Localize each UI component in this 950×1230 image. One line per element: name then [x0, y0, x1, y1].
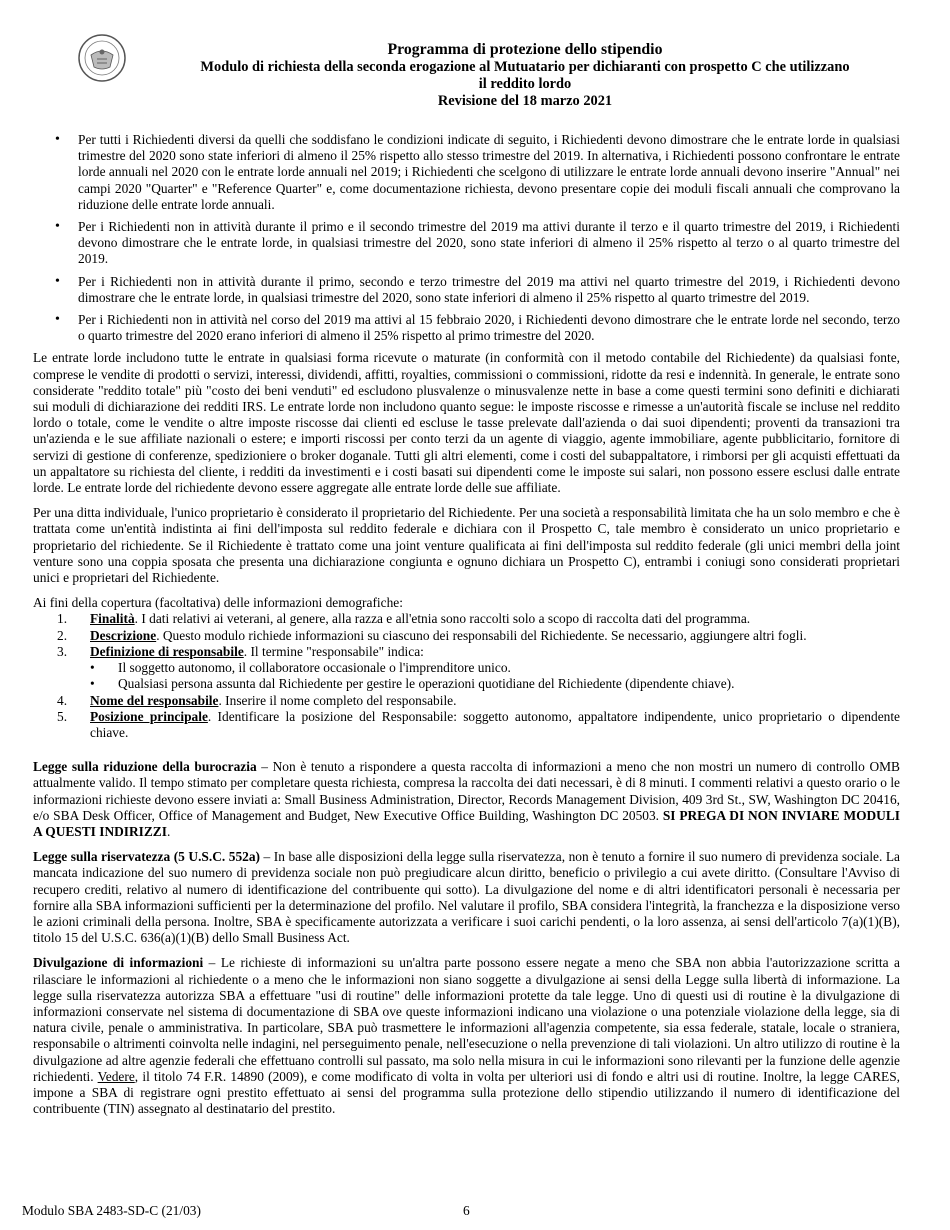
privacy-act-paragraph: Legge sulla riservatezza (5 U.S.C. 552a) – In base alle disposizioni della legge sulla riservatezza, non è tenuto a fornire il suo numero di previdenza sociale. La mancata indicazione del suo numero di previdenza sociale non può pregiudicare alcun diritto, beneficio o privilegio a cui avete diritto. (Consultare l'Avviso di recupero crediti, relativo al numero di identificazione del contribuente qui sotto). La divulgazione del nome e di altri identificatori personali è necessaria per fornire alla SBA informazioni sufficienti per la determinazione del profilo. Nel valutare il profilo, SBA considera l'integrità, la franchezza e la disposizione verso le azioni criminali della persona. Inoltre, SBA è specificamente autorizzata a verificare i suoi carichi pendenti, o la loro assenza, ai sensi dell'articolo 7(a)(1)(B), titolo 15 del U.S.C. 636(a)(1)(B) dello Small Business Act.	[33, 849, 901, 946]
sole-proprietor-paragraph: Per una ditta individuale, l'unico proprietario è considerato il proprietario del Richiedente. Per una società a responsabilità limitata che ha un solo membro e che è trattata come un'entità indistinta ai fini dell'imposta sul reddito federale e dichiara con il Prospetto C, tale membro è considerato un unico proprietario e proprietario del richiedente. Se il Richiedente è trattato come una joint venture qualificata ai fini dell'imposta sul reddito federale (gli unici membri della joint venture sono una coppia sposata che presenta una dichiarazione congiunta e ognuno dichiara un Prospetto C), entrambi i coniugi sono considerati proprietari unici e proprietari del Richiedente.	[33, 505, 900, 586]
form-subtitle-line2: il reddito lordo	[478, 76, 572, 92]
list-item: • Per i Richiedenti non in attività durante il primo e il secondo trimestre del 2019 ma attivi durante il terzo e il quarto trimestre del 2019, i Richiedenti devono dimostrare che le entrate lorde, in qualsiasi trimestre del 2020, sono state inferiori di almeno il 25% rispetto al terzo o al quarto trimestre del 2019.	[33, 219, 900, 268]
disclosure-title: Divulgazione di informazioni	[33, 955, 204, 971]
page-number: 6	[463, 1203, 470, 1218]
document-header	[130, 40, 920, 110]
page-title: Programma di protezione dello stipendio	[387, 41, 663, 58]
do-not-send-notice: SI PREGA DI NON INVIARE MODULI A QUESTI INDIRIZZI	[33, 807, 900, 839]
list-item: • Per i Richiedenti non in attività nel corso del 2019 ma attivi al 15 febbraio 2020, i Richiedenti devono dimostrare che le entrate lorde nel secondo, terzo o quarto trimestre del 2020 erano inferiori di almeno il 25% rispetto al primo trimestre del 2020.	[33, 312, 900, 344]
paperwork-title: Legge sulla riduzione della burocrazia	[33, 759, 257, 775]
list-item: • Per i Richiedenti non in attività durante il primo, secondo e terzo trimestre del 2019 ma attivi nel quarto trimestre del 2019, i Richiedenti devono dimostrare che le entrate lorde, in qualsiasi trimestre del 2020, sono state inferiori di almeno il 25% rispetto al quarto trimestre del 2019.	[33, 274, 900, 306]
privacy-title: Legge sulla riservatezza (5 U.S.C. 552a)	[33, 849, 261, 865]
list-item: 5. Posizione principale. Identificare la posizione del Responsabile: soggetto autonomo, appaltatore indipendente, unico proprietario o dipendente chiave.	[57, 708, 900, 740]
form-subtitle-line1: Modulo di richiesta della seconda erogazione al Mutuatario per dichiaranti con prospetto C che utilizzano	[200, 59, 850, 75]
list-item: 1. Finalità. I dati relativi ai veterani, al genere, alla razza e all'etnia sono raccolti solo a scopo di raccolta dati del programma.	[57, 611, 751, 627]
paperwork-reduction-paragraph: Legge sulla riduzione della burocrazia – Non è tenuto a rispondere a questa raccolta di informazioni a meno che non mostri un numero di controllo OMB attualmente valido. Il tempo stimato per completare questa richiesta, compresa la raccolta dei dati necessari, è di 8 minuti. I commenti relativi a questo orario o le informazioni richieste devono essere inviati a: Small Business Administration, Director, Records Management Division, 409 3rd St., SW, Washington DC 20416, e/o SBA Desk Officer, Office of Management and Budget, New Executive Office Building, Washington DC 20503. SI PREGA DI NON INVIARE MODULI A QUESTI INDIRIZZI.	[33, 759, 900, 839]
list-item: 4. Nome del responsabile. Inserire il nome completo del responsabile.	[57, 692, 457, 708]
sba-seal-logo	[77, 33, 127, 83]
document-body	[33, 132, 900, 1126]
eligibility-bullet-list	[33, 132, 900, 344]
form-identifier: Modulo SBA 2483-SD-C (21/03)	[22, 1203, 201, 1218]
list-item: • Per tutti i Richiedenti diversi da quelli che soddisfano le condizioni indicate di seguito, i Richiedenti devono dimostrare che le entrate lorde in qualsiasi trimestre del 2020 sono state inferiori di almeno il 25% rispetto allo stesso trimestre del 2019. In alternativa, i Richiedenti possono confrontare le entrate lorde annuali nel 2020 con le entrate lorde annuali nel 2019; i Richiedenti che scelgono di utilizzare le entrate lorde annuali devono inserire "Annual" nei campi 2020 "Quarter" e "Reference Quarter" e, come documentazione richiesta, devono presentare copie dei moduli fiscali annuali che comprovano la riduzione delle entrate lorde annuali.	[33, 132, 900, 213]
list-item: 2. Descrizione. Questo modulo richiede informazioni su ciascuno dei responsabili del Richiedente. Se necessario, aggiungere altri fogli.	[57, 627, 807, 643]
list-item: • Qualsiasi persona assunta dal Richiedente per gestire le operazioni quotidiane del Richiedente (dipendente chiave).	[33, 676, 900, 692]
demographics-list	[33, 611, 900, 741]
principal-definition-list	[90, 660, 900, 692]
demographics-intro: Ai fini della copertura (facoltativa) delle informazioni demografiche:	[33, 595, 403, 611]
disclosure-paragraph: Divulgazione di informazioni – Le richieste di informazioni su un'altra parte possono essere negate a meno che SBA non abbia l'autorizzazione scritta a rilasciare le informazioni al richiedente o a meno che le informazioni non siano soggette a divulgazione ai sensi della Legge sulla libertà di informazione. La legge sulla riservatezza autorizza SBA a effettuare "usi di routine" delle informazioni protette da tale legge. Uno di questi usi di routine è la divulgazione di informazioni conservate nel sistema di documentazione di SBA ove queste informazioni indicano una violazione o una potenziale violazione della legge, sia di natura civile, penale o amministrativa. In particolare, SBA può trasmettere le informazioni all'agenzia competente, sia essa federale, statale, locale o straniera, responsabile o altrimenti coinvolta nelle indagini, nel perseguimento penale, nell'esecuzione o nella prevenzione di tali violazioni. Un altro utilizzo di routine è la divulgazione ad altre agenzie federali che effettuano controlli sul passato, ma solo nella misura in cui le informazioni sono rilevanti per la funzione delle agenzie richiedenti. Vedere, il titolo 74 F.R. 14890 (2009), e come modificato di volta in volta per ulteriori usi di fondo e altri usi di routine. Inoltre, la legge CARES, impone a SBA di registrare ogni prestito effettuato ai sensi del programma sulla protezione dello stipendio utilizzando il numero di identificazione del contribuente (TIN) assegnato al destinatario del prestito.	[33, 955, 900, 1117]
gross-receipts-paragraph: Le entrate lorde includono tutte le entrate in qualsiasi forma ricevute o maturate (in conformità con il metodo contabile del Richiedente) da qualsiasi fonte, comprese le vendite di prodotti o servizi, interessi, dividendi, affitti, royalties, commissioni o commissioni, ridotte da resi e indennità. In generale, le entrate sono considerate "reddito totale" più "costo dei beni venduti" ed escludono plusvalenze o minusvalenze nette in base a come questi termini sono definiti e dichiarati sui moduli di dichiarazione dei redditi IRS. Le entrate lorde non includono quanto segue: le imposte riscosse e rimesse a un'autorità fiscale se incluse nel reddito lordo o totale, come le vendite o altre imposte riscosse dai clienti ed escluse le tasse prelevate dall'azienda o dai suoi dipendenti; proventi da transazioni tra un'azienda e le sue affiliate nazionali o estere; e importi riscossi per conto terzi da un agente di viaggio, agente immobiliare, agente pubblicitario, fornitore di servizi di gestione di conferenze, spedizioniere o broker doganale. Tutti gli altri elementi, come i costi del subappaltatore, i rimborsi per gli acquisti effettuati da un appaltatore su richiesta del cliente, i redditi da investimenti e i costi basati sui dipendenti come le imposte sui salari, non possono essere esclusi dalle entrate lorde. Le entrate lorde del richiedente devono essere aggregate alle entrate lorde delle sue affiliate.	[33, 350, 900, 496]
revision-date: Revisione del 18 marzo 2021	[437, 93, 613, 109]
list-item: 3. Definizione di responsabile. Il termine "responsabile" indica: • Il soggetto autonomo, il collaboratore occasionale o l'imprenditore unico. • Qualsiasi persona assunta dal Richiedente per gestire le operazioni quotidiane del Richiedente (dipendente chiave).	[33, 644, 900, 693]
list-item: • Il soggetto autonomo, il collaboratore occasionale o l'imprenditore unico.	[33, 660, 900, 676]
